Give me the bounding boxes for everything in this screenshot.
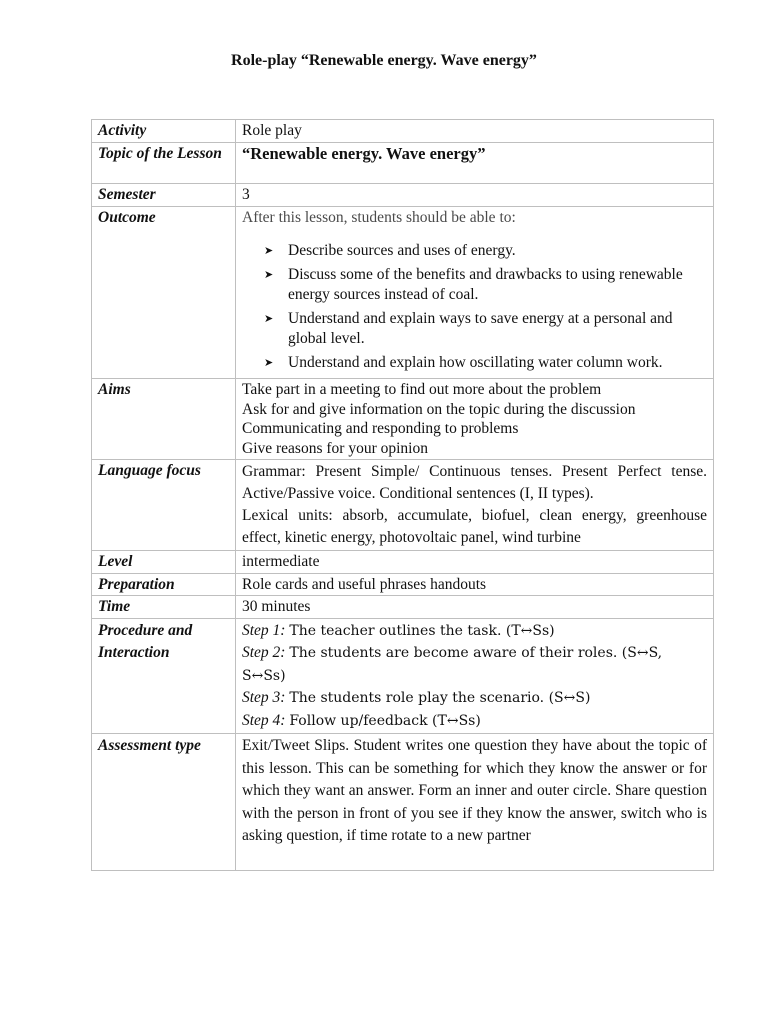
row-value-outcome [236, 206, 714, 379]
row-label-aims: Aims [92, 379, 236, 460]
lexical-text: Lexical units: absorb, accumulate, biofuel, clean energy, greenhouse effect, kinetic energy, photovoltaic panel, wind turbine [242, 507, 707, 546]
list-item: ➤ Discuss some of the benefits and drawbacks to using renewable energy sources instead of coal. [264, 266, 683, 303]
list-item: ➤ Describe sources and uses of energy. [264, 242, 516, 259]
table-row-preparation [92, 573, 714, 596]
grammar-text: Grammar: Present Simple/ Continuous tenses. Present Perfect tense. Active/Passive voice. Conditional sentences (I, II types). [242, 463, 707, 502]
row-value-procedure [236, 618, 714, 734]
procedure-step: Step 3: The students role play the scenario. (S↔S) [242, 689, 591, 706]
row-value-topic: “Renewable energy. Wave energy” [236, 142, 714, 184]
aim-line: Give reasons for your opinion [242, 439, 428, 457]
row-value-semester: 3 [236, 184, 714, 207]
row-label-activity: Activity [92, 120, 236, 143]
arrowhead-bullet-icon: ➤ [264, 269, 274, 281]
row-value-assessment: Exit/Tweet Slips. Student writes one question they have about the topic of this lesson. This can be something for which they know the answer or for which they want an answer. Form an inner and outer circle. Share question with the person in front of you see if they know the answer, switch who is asking question, if time rotate to a new partner [236, 734, 714, 871]
row-label-semester: Semester [92, 184, 236, 207]
row-label-topic: Topic of the Lesson [92, 142, 236, 184]
table-row-aims [92, 379, 714, 460]
list-item: ➤ Understand and explain ways to save energy at a personal and global level. [264, 310, 673, 347]
row-label-time: Time [92, 596, 236, 619]
table-row-assessment [92, 734, 714, 871]
table-row-semester [92, 184, 714, 207]
table-row-language-focus [92, 460, 714, 551]
row-value-preparation: Role cards and useful phrases handouts [236, 573, 714, 596]
table-row-level [92, 551, 714, 574]
row-value-level: intermediate [236, 551, 714, 574]
table-row-outcome [92, 206, 714, 379]
row-value-language-focus [236, 460, 714, 551]
row-value-activity: Role play [236, 120, 714, 143]
row-label-procedure: Procedure and Interaction [92, 618, 236, 734]
procedure-step: Step 1: The teacher outlines the task. (T↔Ss) [242, 621, 555, 639]
arrowhead-bullet-icon: ➤ [264, 313, 274, 325]
procedure-step: Step 4: Follow up/feedback (T↔Ss) [242, 711, 481, 729]
list-item: ➤ Understand and explain how oscillating water column work. [264, 354, 663, 371]
row-label-level: Level [92, 551, 236, 574]
row-label-outcome: Outcome [92, 206, 236, 379]
row-label-assessment: Assessment type [92, 734, 236, 871]
arrowhead-bullet-icon: ➤ [264, 245, 274, 257]
arrowhead-bullet-icon: ➤ [264, 357, 274, 369]
lesson-plan-table [91, 119, 714, 871]
procedure-step: Step 2: The students are become aware of their roles. (S↔S, S↔Ss) [242, 644, 663, 684]
document-title: Role-play “Renewable energy. Wave energy” [231, 52, 537, 69]
table-row-activity [92, 120, 714, 143]
row-label-preparation: Preparation [92, 573, 236, 596]
aim-line: Take part in a meeting to find out more about the problem [242, 381, 602, 398]
table-row-time [92, 596, 714, 619]
row-label-language-focus: Language focus [92, 460, 236, 551]
aim-line: Communicating and responding to problems [242, 420, 519, 437]
row-value-aims [236, 379, 714, 460]
outcome-intro: After this lesson, students should be able to: [242, 208, 516, 226]
table-row-procedure [92, 618, 714, 734]
aim-line: Ask for and give information on the topic during the discussion [242, 400, 636, 418]
row-value-time: 30 minutes [236, 596, 714, 619]
table-row-topic [92, 142, 714, 184]
outcome-list [242, 241, 707, 373]
